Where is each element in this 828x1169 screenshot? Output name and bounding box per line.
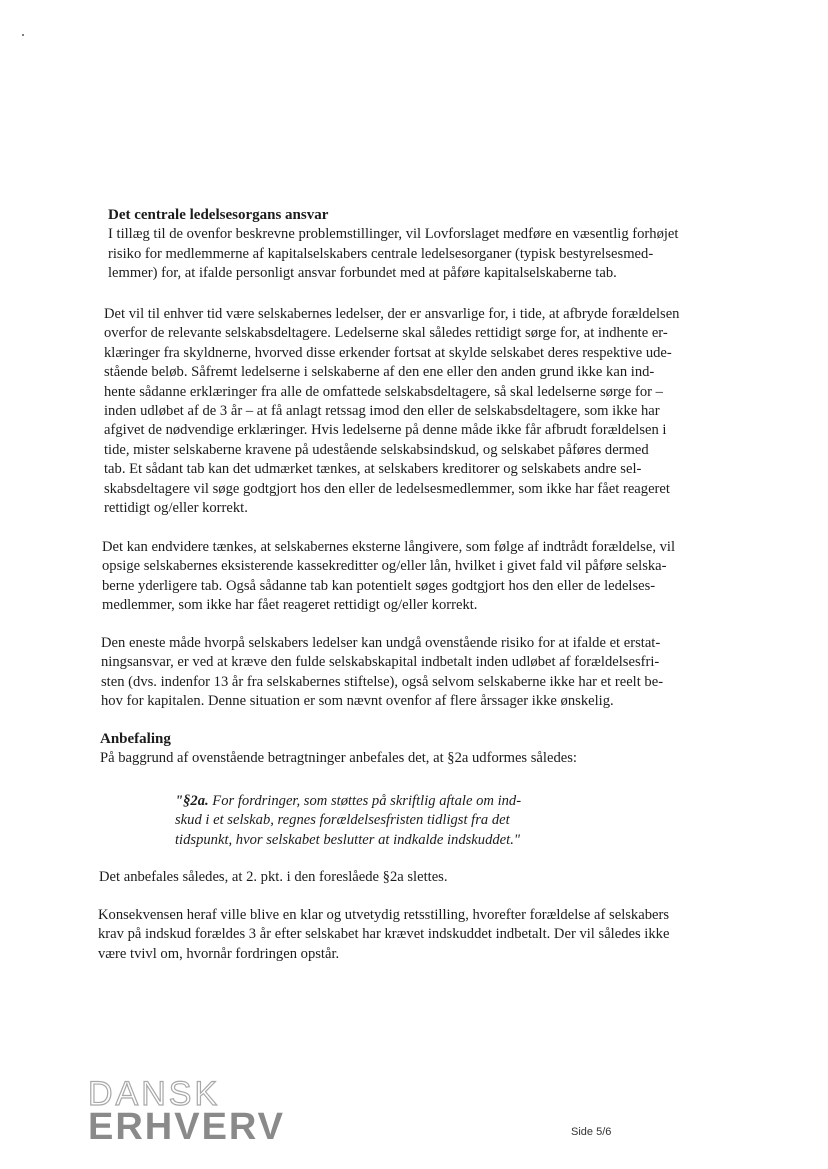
logo-text-bottom: ERHVERV — [88, 1106, 286, 1148]
text-line: tide, mister selskaberne kravene på udestående selskabsindskud, og selskabet påføres dermed — [104, 441, 649, 458]
page-number: Side 5/6 — [571, 1126, 612, 1138]
quote-text: For fordringer, som støttes på skriftlig aftale om ind- — [208, 793, 522, 809]
section-heading: Det centrale ledelsesorgans ansvar — [108, 207, 329, 223]
paragraph-delete-recommendation — [99, 868, 448, 887]
text-line: skud i et selskab, regnes forældelsesfristen tidligst fra det — [175, 812, 510, 829]
quoted-provision — [175, 792, 521, 850]
paragraph — [100, 749, 577, 768]
text-line: På baggrund af ovenstående betragtninger anbefales det, at §2a udformes således: — [100, 750, 577, 767]
dansk-erhverv-logo — [88, 1075, 286, 1157]
text-line: hov for kapitalen. Denne situation er som nævnt ovenfor af flere årssager ikke ønskelig. — [101, 693, 614, 710]
text-line: ningsansvar, er ved at kræve den fulde selskabskapital indbetalt inden udløbet af forældelsesfri- — [101, 654, 660, 671]
text-line: Det vil til enhver tid være selskabernes ledelser, der er ansvarlige for, i tide, at afbryde forældelsen — [104, 306, 680, 322]
text-line: klæringer fra skyldnerne, hvorved disse erkender fortsat at skylde selskabet deres respektive ude- — [104, 344, 672, 361]
text-line: overfor de relevante selskabsdeltagere. Ledelserne skal således rettidigt sørge for, at indhente er- — [104, 325, 668, 342]
text-line: medlemmer, som ikke har fået reageret rettidigt og/eller korrekt. — [102, 597, 478, 614]
text-line — [175, 792, 521, 811]
text-line: berne yderligere tab. Også sådanne tab kan potentielt søges godtgjort hos den eller de ledelses- — [102, 577, 656, 594]
paragraph — [104, 305, 679, 518]
text-line: Den eneste måde hvorpå selskabers ledelser kan undgå ovenstående risiko for at ifalde et erstat- — [101, 635, 661, 651]
text-line: Konsekvensen heraf ville blive en klar og utvetydig retsstilling, hvorefter forældelse af selskabers — [98, 907, 670, 923]
text-line: stående beløb. Såfremt ledelserne i selskaberne af den ene eller den anden grund ikke kan ind- — [104, 364, 655, 381]
paragraph — [98, 906, 669, 964]
text-line: skabsdeltagere vil søge godtgjort hos den eller de ledelsesmedlemmer, som ikke har fået reageret — [104, 480, 670, 497]
text-line: opsige selskabernes eksisterende kassekreditter og/eller lån, hvilket i givet fald vil påføre selska- — [102, 558, 667, 575]
text-line: inden udløbet af de 3 år – at få anlagt retssag imod den eller de selskabsdeltagere, som ikke har — [104, 403, 660, 420]
paragraph — [108, 225, 678, 283]
paragraph-consequence — [98, 906, 669, 964]
paragraph — [101, 634, 663, 712]
paragraph-only-way — [101, 634, 663, 712]
paragraph-lenders — [102, 538, 675, 616]
text-line: være tvivl om, hvornår fordringen opstår. — [98, 945, 340, 962]
text-line: sten (dvs. indenfor 13 år fra selskabernes stiftelse), også selvom selskaberne ikke har et reelt be- — [101, 673, 664, 690]
text-line: Det kan endvidere tænkes, at selskabernes eksterne långivere, som følge af indtrådt forældelse, vil — [102, 539, 676, 555]
section-recommendation — [100, 730, 577, 769]
text-line: risiko for medlemmerne af kapitalselskabers centrale ledelsesorganer (typisk bestyrelsesmed- — [108, 245, 654, 262]
text-line: lemmer) for, at ifalde personligt ansvar forbundet med at påføre kapitalselskaberne tab. — [108, 265, 617, 282]
paragraph — [102, 538, 675, 616]
text-line: I tillæg til de ovenfor beskrevne problemstillinger, vil Lovforslaget medføre en væsentlig forhøjet — [108, 226, 679, 243]
text-line: tidspunkt, hvor selskabet beslutter at indkalde indskuddet." — [175, 831, 520, 848]
section-heading: Anbefaling — [100, 731, 171, 747]
text-line: hente sådanne erklæringer fra alle de omfattede selskabsdeltagere, så skal ledelserne sørge for – — [104, 383, 663, 400]
paragraph: Det anbefales således, at 2. pkt. i den foreslåede §2a slettes. — [99, 869, 448, 885]
section-responsibility — [108, 206, 678, 284]
text-line: tab. Et sådant tab kan det udmærket tænkes, at selskabers kreditorer og selskabets andre sel- — [104, 461, 642, 478]
paragraph-management-duty — [104, 305, 679, 518]
text-line: afgivet de nødvendige erklæringer. Hvis ledelserne på denne måde ikke får afbrudt forældelsen i — [104, 422, 667, 439]
text-line: krav på indskud forældes 3 år efter selskabet har krævet indskuddet indbetalt. Der vil således ikke — [98, 926, 670, 943]
text-line: rettidigt og/eller korrekt. — [104, 500, 248, 517]
scan-speck — [22, 34, 24, 36]
quote-lead: "§2a. — [175, 793, 209, 809]
logo-text-top: DANSK — [88, 1075, 221, 1113]
